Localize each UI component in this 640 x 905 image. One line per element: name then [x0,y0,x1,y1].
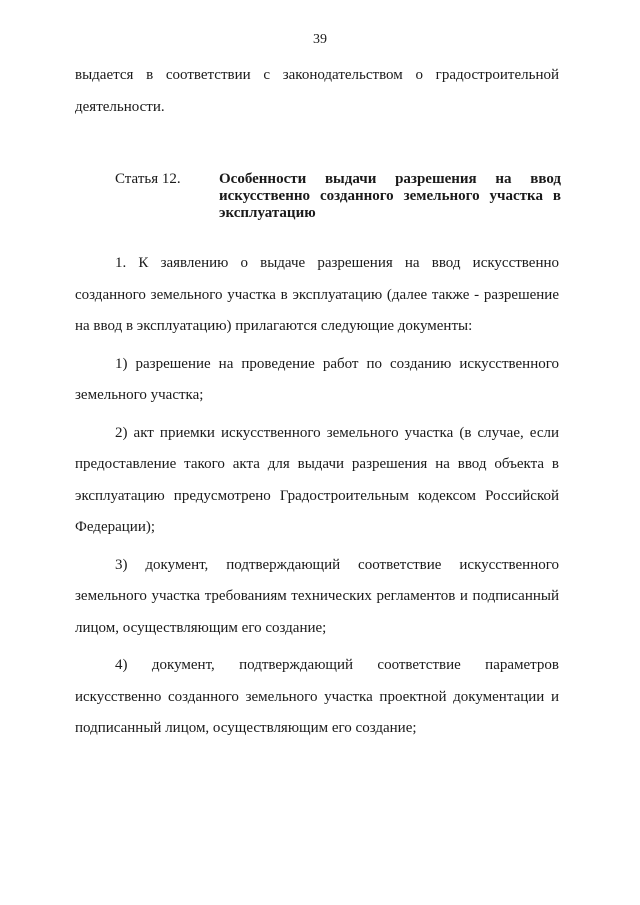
paragraph-item-1: 1) разрешение на проведение работ по созданию искусственного земельного участка; [75,355,559,403]
intro-text: выдается в соответствии с законодательством о градостроительной деятельности. [75,67,559,115]
article-title: Особенности выдачи разрешения на ввод искусственно созданного земельного участка в эксплуатацию [219,171,561,221]
paragraph-item-4: 4) документ, подтверждающий соответствие параметров искусственно созданного земельного участка проектной документации и подписанный лицом, осуществляющим его создание; [75,657,559,736]
article-body [75,248,559,745]
paragraph-item-2: 2) акт приемки искусственного земельного участка (в случае, если предоставление такого акта для выдачи разрешения на ввод объекта в эксплуатацию предусмотрено Градостроительным кодексом Российской Федерации); [75,424,559,535]
intro-paragraph [75,60,559,123]
page-number: 39 [313,32,327,47]
article-heading [115,171,561,222]
paragraph-item-3: 3) документ, подтверждающий соответствие искусственного земельного участка требованиям технических регламентов и подписанный лицом, осуществляющим его создание; [75,556,559,636]
paragraph-1: 1. К заявлению о выдаче разрешения на ввод искусственно созданного земельного участка в эксплуатацию (далее также - разрешение на ввод в эксплуатацию) прилагаются следующие документы: [75,255,559,334]
article-label: Статья 12. [115,171,181,187]
